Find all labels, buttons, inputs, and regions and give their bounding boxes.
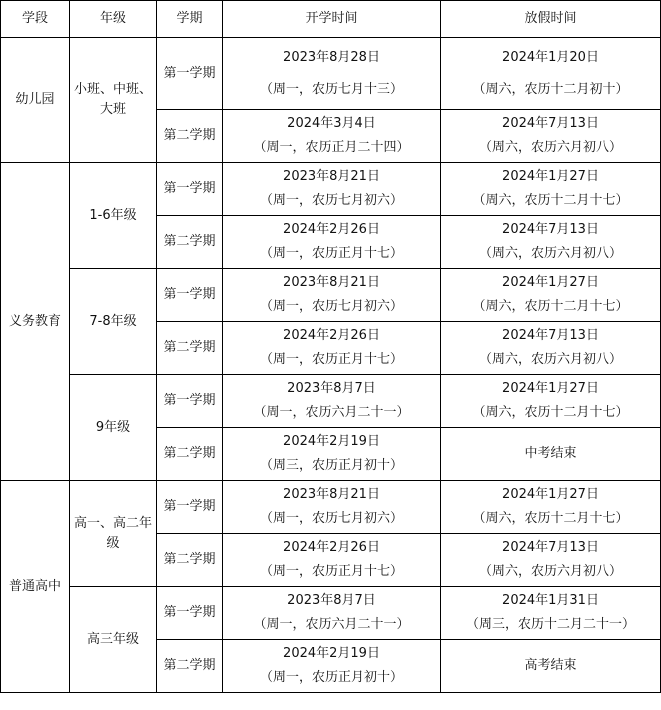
stage-cell: 义务教育	[1, 163, 70, 481]
end-date: 2024年1月27日	[502, 169, 599, 184]
start-note: （周三，农历正月初十）	[259, 458, 403, 473]
end-cell	[441, 375, 661, 428]
end-date: 2024年7月13日	[502, 222, 599, 237]
end-note: （周六，农历六月初八）	[478, 140, 622, 155]
stage-cell: 幼儿园	[1, 38, 70, 163]
start-cell	[223, 481, 441, 534]
start-date: 2023年8月28日	[283, 49, 380, 65]
end-cell	[441, 269, 661, 322]
grade-cell: 小班、中班、大班	[70, 38, 157, 163]
end-note: （周六，农历十二月初十）	[472, 81, 629, 97]
table-row	[1, 375, 661, 428]
end-note: （周六，农历六月初八）	[478, 246, 622, 261]
start-date: 2023年8月21日	[283, 169, 380, 184]
end-date: 2024年7月13日	[502, 540, 599, 555]
start-note: （周一，农历正月十七）	[259, 564, 403, 579]
grade-cell: 9年级	[70, 375, 157, 481]
start-cell	[223, 587, 441, 640]
start-date: 2023年8月7日	[287, 381, 376, 396]
end-note: （周六，农历十二月十七）	[472, 299, 629, 314]
start-cell	[223, 375, 441, 428]
header-grade: 年级	[70, 1, 157, 38]
table-row	[1, 38, 661, 110]
term-cell: 第一学期	[157, 587, 223, 640]
term-cell: 第二学期	[157, 428, 223, 481]
start-date: 2024年2月26日	[283, 222, 380, 237]
term-cell: 第二学期	[157, 216, 223, 269]
end-note: （周六，农历十二月十七）	[472, 511, 629, 526]
term-cell: 第一学期	[157, 163, 223, 216]
end-note: （周六，农历十二月十七）	[472, 193, 629, 208]
header-vacation-time: 放假时间	[441, 1, 661, 38]
start-date: 2024年2月26日	[283, 540, 380, 555]
start-note: （周一，农历七月初六）	[259, 299, 403, 314]
end-date: 中考结束	[524, 446, 577, 461]
term-cell: 第一学期	[157, 269, 223, 322]
end-date: 2024年1月27日	[502, 275, 599, 290]
grade-cell: 7-8年级	[70, 269, 157, 375]
end-cell	[441, 38, 661, 110]
start-note: （周一，农历七月十三）	[259, 81, 403, 97]
end-cell	[441, 322, 661, 375]
end-note: （周六，农历十二月十七）	[472, 405, 629, 420]
term-cell: 第一学期	[157, 38, 223, 110]
start-note: （周一，农历六月二十一）	[253, 405, 410, 420]
start-date: 2023年8月7日	[287, 593, 376, 608]
start-cell	[223, 110, 441, 163]
term-cell: 第二学期	[157, 534, 223, 587]
end-cell	[441, 640, 661, 693]
start-date: 2024年2月19日	[283, 646, 380, 661]
start-note: （周一，农历七月初六）	[259, 511, 403, 526]
end-cell	[441, 110, 661, 163]
start-note: （周一，农历正月十七）	[259, 352, 403, 367]
start-note: （周一，农历正月二十四）	[253, 140, 410, 155]
end-date: 高考结束	[524, 658, 577, 673]
end-date: 2024年1月27日	[502, 381, 599, 396]
grade-cell: 1-6年级	[70, 163, 157, 269]
end-cell	[441, 428, 661, 481]
term-cell: 第一学期	[157, 375, 223, 428]
start-date: 2024年2月19日	[283, 434, 380, 449]
start-cell	[223, 216, 441, 269]
table-row	[1, 587, 661, 640]
end-date: 2024年1月31日	[502, 593, 599, 608]
end-cell	[441, 163, 661, 216]
term-cell: 第二学期	[157, 322, 223, 375]
start-cell	[223, 428, 441, 481]
header-term: 学期	[157, 1, 223, 38]
header-stage: 学段	[1, 1, 70, 38]
header-start-time: 开学时间	[223, 1, 441, 38]
start-cell	[223, 163, 441, 216]
header-row	[1, 1, 661, 38]
end-note: （周六，农历六月初八）	[478, 564, 622, 579]
table-row	[1, 481, 661, 534]
start-date: 2024年2月26日	[283, 328, 380, 343]
grade-cell: 高三年级	[70, 587, 157, 693]
start-cell	[223, 640, 441, 693]
end-date: 2024年7月13日	[502, 328, 599, 343]
start-date: 2023年8月21日	[283, 275, 380, 290]
end-cell	[441, 216, 661, 269]
end-cell	[441, 534, 661, 587]
start-note: （周一，农历正月初十）	[259, 670, 403, 685]
stage-cell: 普通高中	[1, 481, 70, 693]
start-cell	[223, 322, 441, 375]
start-note: （周一，农历六月二十一）	[253, 617, 410, 632]
start-cell	[223, 269, 441, 322]
end-note: （周六，农历六月初八）	[478, 352, 622, 367]
term-cell: 第二学期	[157, 110, 223, 163]
end-date: 2024年1月20日	[502, 49, 599, 65]
start-note: （周一，农历正月十七）	[259, 246, 403, 261]
term-cell: 第一学期	[157, 481, 223, 534]
grade-cell: 高一、高二年级	[70, 481, 157, 587]
end-date: 2024年7月13日	[502, 116, 599, 131]
end-note: （周三，农历十二月二十一）	[465, 617, 635, 632]
term-cell: 第二学期	[157, 640, 223, 693]
start-date: 2024年3月4日	[287, 116, 376, 131]
start-date: 2023年8月21日	[283, 487, 380, 502]
end-cell	[441, 481, 661, 534]
end-date: 2024年1月27日	[502, 487, 599, 502]
start-cell	[223, 534, 441, 587]
end-cell	[441, 587, 661, 640]
start-cell	[223, 38, 441, 110]
start-note: （周一，农历七月初六）	[259, 193, 403, 208]
table-row	[1, 269, 661, 322]
table-row	[1, 163, 661, 216]
